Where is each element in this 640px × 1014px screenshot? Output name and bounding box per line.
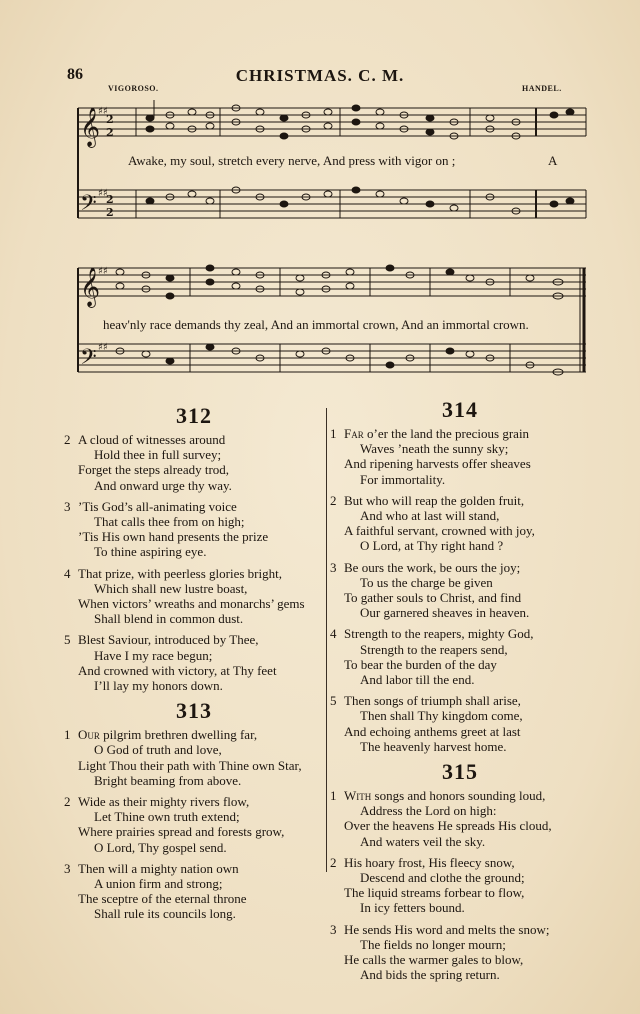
music-system-1: [70, 96, 590, 244]
verse: 2 Wide as their mighty rivers flow, Let Thine own truth extend; Where prairies spread and forests grow, O Lord, Thy gospel send.: [64, 794, 285, 855]
verse: 1 With songs and honors sounding loud, Address the Lord on high: Over the heavens He spreads His cloud, And waters veil the sky.: [330, 788, 552, 849]
lyrics-line-1-tail: A: [548, 153, 558, 168]
column-divider: [326, 408, 327, 872]
lyrics-line-1: Awake, my soul, stretch every nerve, And press with vigor on ;: [128, 153, 456, 168]
svg-text:2: 2: [106, 193, 114, 206]
svg-text:2: 2: [106, 113, 114, 126]
verse: 4 Strength to the reapers, mighty God, Strength to the reapers send, To bear the burden of the day And labor till the end.: [330, 626, 534, 688]
verse: 2 A cloud of witnesses around Hold thee in full survey; Forget the steps already trod, And onward urge thy way.: [64, 432, 232, 493]
svg-text:♯♯: ♯♯: [98, 342, 108, 353]
tempo-marking: VIGOROSO.: [108, 84, 159, 93]
verse: 5 Then songs of triumph shall arise, Then shall Thy kingdom come, And echoing anthems greet at last The heavenly harvest home.: [330, 693, 523, 754]
hymn-number-312: 312: [176, 403, 212, 428]
svg-text:2: 2: [106, 206, 114, 219]
verse: 2 But who will reap the golden fruit, And who at last will stand, A faithful servant, crowned with joy, O Lord, at Thy right hand ?: [330, 492, 535, 554]
left-column: [64, 404, 324, 928]
hymn-number-314: 314: [442, 397, 478, 422]
verse: 3 He sends His word and melts the snow; The fields no longer mourn; He calls the warmer gales to blow, And bids the spring return.: [330, 921, 550, 983]
svg-text:♯♯: ♯♯: [98, 106, 108, 117]
verse: 3 ’Tis God’s all-animating voice That calls thee from on high; ’Tis His own hand presents the prize To thine aspiring eye.: [64, 498, 269, 560]
hymn-number-315: 315: [442, 759, 478, 785]
svg-text:𝄢: 𝄢: [80, 345, 97, 375]
verse: 1 Our pilgrim brethren dwelling far, O God of truth and love, Light Thou their path with Thine own Star, Bright beaming from above.: [64, 727, 302, 788]
verse: 2 His hoary frost, His fleecy snow, Descend and clothe the ground; The liquid streams forbear to flow, In icy fetters bound.: [330, 854, 525, 916]
hymn-tune-title: CHRISTMAS. C. M.: [235, 66, 405, 85]
verse: 3 Then will a mighty nation own A union firm and strong; The sceptre of the eternal throne Shall rule its councils long.: [64, 860, 247, 922]
verse: 3 Be ours the work, be ours the joy; To us the charge be given To gather souls to Christ, and find Our garnered sheaves in heaven.: [330, 559, 530, 621]
svg-text:𝄞: 𝄞: [80, 267, 101, 307]
svg-text:𝄢: 𝄢: [80, 191, 97, 221]
verse: 5 Blest Saviour, introduced by Thee, Have I my race begun; And crowned with victory, at Thy feet I’ll lay my honors down.: [64, 632, 277, 694]
verse: 4 That prize, with peerless glories bright, Which shall new lustre boast, When victors’ wreaths and monarchs’ gems Shall blend in common dust.: [64, 565, 305, 627]
lyrics-line-2: heav'nly race demands thy zeal, And an immortal crown, And an immortal crown.: [103, 317, 529, 332]
verse: 1 Far o’er the land the precious grain Waves ’neath the sunny sky; And ripening harvests offer sheaves For immortality.: [330, 426, 531, 487]
svg-text:𝄞: 𝄞: [80, 107, 101, 147]
right-column: [330, 398, 590, 989]
hymn-number-313: 313: [176, 698, 212, 724]
composer-name: HANDEL.: [522, 84, 562, 93]
page-number: 86: [67, 66, 83, 83]
svg-text:2: 2: [106, 126, 114, 139]
svg-text:♯♯: ♯♯: [98, 266, 108, 277]
svg-text:♯♯: ♯♯: [98, 188, 108, 199]
